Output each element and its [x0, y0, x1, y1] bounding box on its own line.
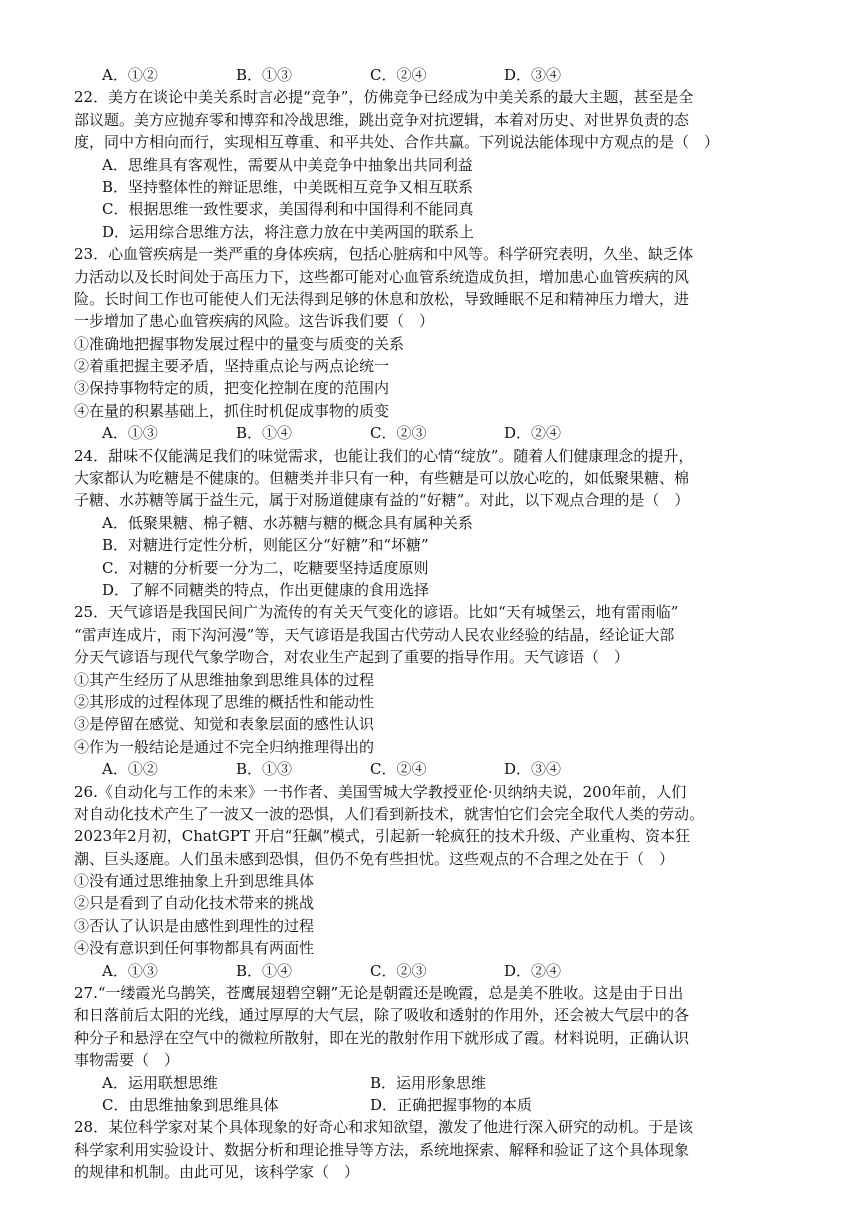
q24-stem-line: 大家都认为吃糖是不健康的。但糖类并非只有一种，有些糖是可以放心吃的，如低聚果糖、棉 [74, 469, 690, 488]
q22-stem-line: 22．美方在谈论中美关系时言必提“竞争”，仿佛竞争已经成为中美关系的最大主题，甚至是全 [74, 88, 694, 107]
question-23 [74, 243, 794, 445]
q25-option-a: A．①② [102, 760, 158, 779]
q25-item-1: ①其产生经历了从思维抽象到思维具体的过程 [74, 670, 375, 689]
q23-option-b: B．①④ [236, 424, 293, 443]
question-22 [74, 86, 794, 243]
q26-item-1: ①没有通过思维抽象上升到思维具体 [74, 872, 315, 891]
q26-options [74, 960, 794, 982]
q22-option-d: D．运用综合思维方法，将注意力放在中美两国的联系上 [102, 222, 475, 241]
question-28 [74, 1116, 794, 1183]
q21-options [74, 64, 794, 86]
q23-stem-line: 一步增加了患心血管疾病的风险。这告诉我们要（ ） [74, 312, 435, 331]
q25-option-c: C．②④ [370, 760, 427, 779]
q27-stem-line: 事物需要（ ） [74, 1051, 180, 1070]
q27-stem-line: 27.“一缕霞光乌鹊笑，苍鹰展翅碧空翱”无论是朝霞还是晚霞，总是美不胜收。这是由于日出 [74, 984, 684, 1003]
q21-option-b: B．①③ [236, 66, 293, 84]
q27-options-row-2 [74, 1094, 794, 1116]
q23-item-3: ③保持事物特定的质，把变化控制在度的范围内 [74, 379, 390, 398]
q25-options [74, 758, 794, 780]
q22-stem-line: 部议题。美方应抛弃零和博弈和冷战思维，跳出竞争对抗逻辑，本着对历史、对世界负责的态 [74, 110, 690, 129]
q25-stem-line: 分天气谚语与现代气象学吻合，对农业生产起到了重要的指导作用。天气谚语（ ） [74, 648, 630, 667]
q25-stem-line: 25．天气谚语是我国民间广为流传的有关天气变化的谚语。比如“天有城堡云，地有雷雨临” [74, 603, 679, 622]
q27-options-row-1 [74, 1072, 794, 1094]
question-24 [74, 445, 794, 602]
q23-option-d: D．②④ [504, 424, 562, 443]
q22-option-c: C．根据思维一致性要求，美国得利和中国得利不能同真 [102, 200, 474, 219]
q26-item-4: ④没有意识到任何事物都具有两面性 [74, 939, 315, 958]
q23-item-4: ④在量的积累基础上，抓住时机促成事物的质变 [74, 401, 390, 420]
q25-item-2: ②其形成的过程体现了思维的概括性和能动性 [74, 692, 375, 711]
q25-option-d: D．③④ [504, 760, 562, 779]
q27-option-a: A．运用联想思维 [102, 1073, 218, 1092]
q26-stem-line: 潮、巨头逐鹿。人们虽未感到恐惧，但仍不免有些担忧。这些观点的不合理之处在于（ ） [74, 849, 675, 868]
q27-option-c: C．由思维抽象到思维具体 [102, 1095, 279, 1114]
question-25 [74, 601, 794, 780]
q26-item-3: ③否认了认识是由感性到理性的过程 [74, 916, 315, 935]
q25-option-b: B．①③ [236, 760, 293, 779]
q26-stem-line: 2023年2月初，ChatGPT 开启“狂飙”模式，引起新一轮疯狂的技术升级、产业重构、资本狂 [74, 827, 691, 846]
q21-option-d: D．③④ [504, 66, 562, 84]
question-27 [74, 982, 794, 1116]
q25-item-4: ④作为一般结论是通过不完全归纳推理得出的 [74, 737, 375, 756]
q27-option-d: D．正确把握事物的本质 [370, 1095, 533, 1114]
q24-option-a: A．低聚果糖、棉子糖、水苏糖与糖的概念具有属种关系 [102, 513, 473, 532]
q28-stem-line: 28．某位科学家对某个具体现象的好奇心和求知欲望，激发了他进行深入研究的动机。于是该 [74, 1118, 694, 1137]
q23-option-a: A．①③ [102, 424, 158, 443]
q24-option-b: B．对糖进行定性分析，则能区分“好糖”和“坏糖” [102, 536, 429, 555]
q23-item-2: ②着重把握主要矛盾，坚持重点论与两点论统一 [74, 357, 390, 376]
q23-stem-line: 力活动以及长时间处于高压力下，这些都可能对心血管系统造成负担，增加患心血管疾病的风 [74, 267, 690, 286]
q23-options [74, 422, 794, 444]
q25-item-3: ③是停留在感觉、知觉和表象层面的感性认识 [74, 715, 375, 734]
q26-stem-line: 26.《自动化与工作的未来》一书作者、美国雪城大学教授亚伦·贝纳纳夫说，200年前，人们 [74, 782, 687, 801]
q25-stem-line: “雷声连成片，雨下沟河漫”等，天气谚语是我国古代劳动人民农业经验的结晶，经论证大部 [74, 625, 675, 644]
q21-option-c: C．②④ [370, 66, 427, 84]
q21-option-a: A．①② [102, 66, 158, 84]
q23-stem-line: 23．心血管疾病是一类严重的身体疾病，包括心脏病和中风等。科学研究表明，久坐、缺乏体 [74, 245, 694, 264]
q27-stem-line: 种分子和悬浮在空气中的微粒所散射，即在光的散射作用下就形成了霞。材料说明，正确认识 [74, 1028, 690, 1047]
q23-item-1: ①准确地把握事物发展过程中的量变与质变的关系 [74, 334, 405, 353]
q26-stem-line: 对自动化技术产生了一波又一波的恐惧，人们看到新技术，就害怕它们会完全取代人类的劳动。 [74, 804, 705, 823]
q26-option-d: D．②④ [504, 961, 562, 980]
q24-option-c: C．对糖的分析要一分为二，吃糖要坚持适度原则 [102, 558, 429, 577]
q26-option-a: A．①③ [102, 961, 158, 980]
q26-item-2: ②只是看到了自动化技术带来的挑战 [74, 894, 315, 913]
q24-stem-line: 子糖、水苏糖等属于益生元，属于对肠道健康有益的“好糖”。对此，以下观点合理的是（ ） [74, 491, 690, 510]
q22-option-b: B．坚持整体性的辩证思维，中美既相互竞争又相互联系 [102, 177, 474, 196]
q28-stem-line: 科学家利用实验设计、数据分析和理论推导等方法，系统地探索、解释和验证了这个具体现象 [74, 1140, 690, 1159]
q24-stem-line: 24．甜味不仅能满足我们的味觉需求，也能让我们的心情“绽放”。随着人们健康理念的提升， [74, 446, 694, 465]
q24-option-d: D．了解不同糖类的特点，作出更健康的食用选择 [102, 580, 430, 599]
question-26 [74, 781, 794, 983]
q28-stem-line: 的规律和机制。由此可见，该科学家（ ） [74, 1163, 360, 1182]
q23-stem-line: 险。长时间工作也可能使人们无法得到足够的休息和放松，导致睡眠不足和精神压力增大，进 [74, 289, 690, 308]
q26-option-c: C．②③ [370, 961, 427, 980]
q23-option-c: C．②③ [370, 424, 427, 443]
q27-stem-line: 和日落前后太阳的光线，通过厚厚的大气层，除了吸收和透射的作用外，还会被大气层中的各 [74, 1006, 690, 1025]
q27-option-b: B．运用形象思维 [370, 1073, 487, 1092]
q22-option-a: A．思维具有客观性，需要从中美竞争中抽象出共同利益 [102, 155, 473, 174]
q26-option-b: B．①④ [236, 961, 293, 980]
q22-stem-line: 度，同中方相向而行，实现相互尊重、和平共处、合作共赢。下列说法能体现中方观点的是（ ） [74, 133, 720, 152]
